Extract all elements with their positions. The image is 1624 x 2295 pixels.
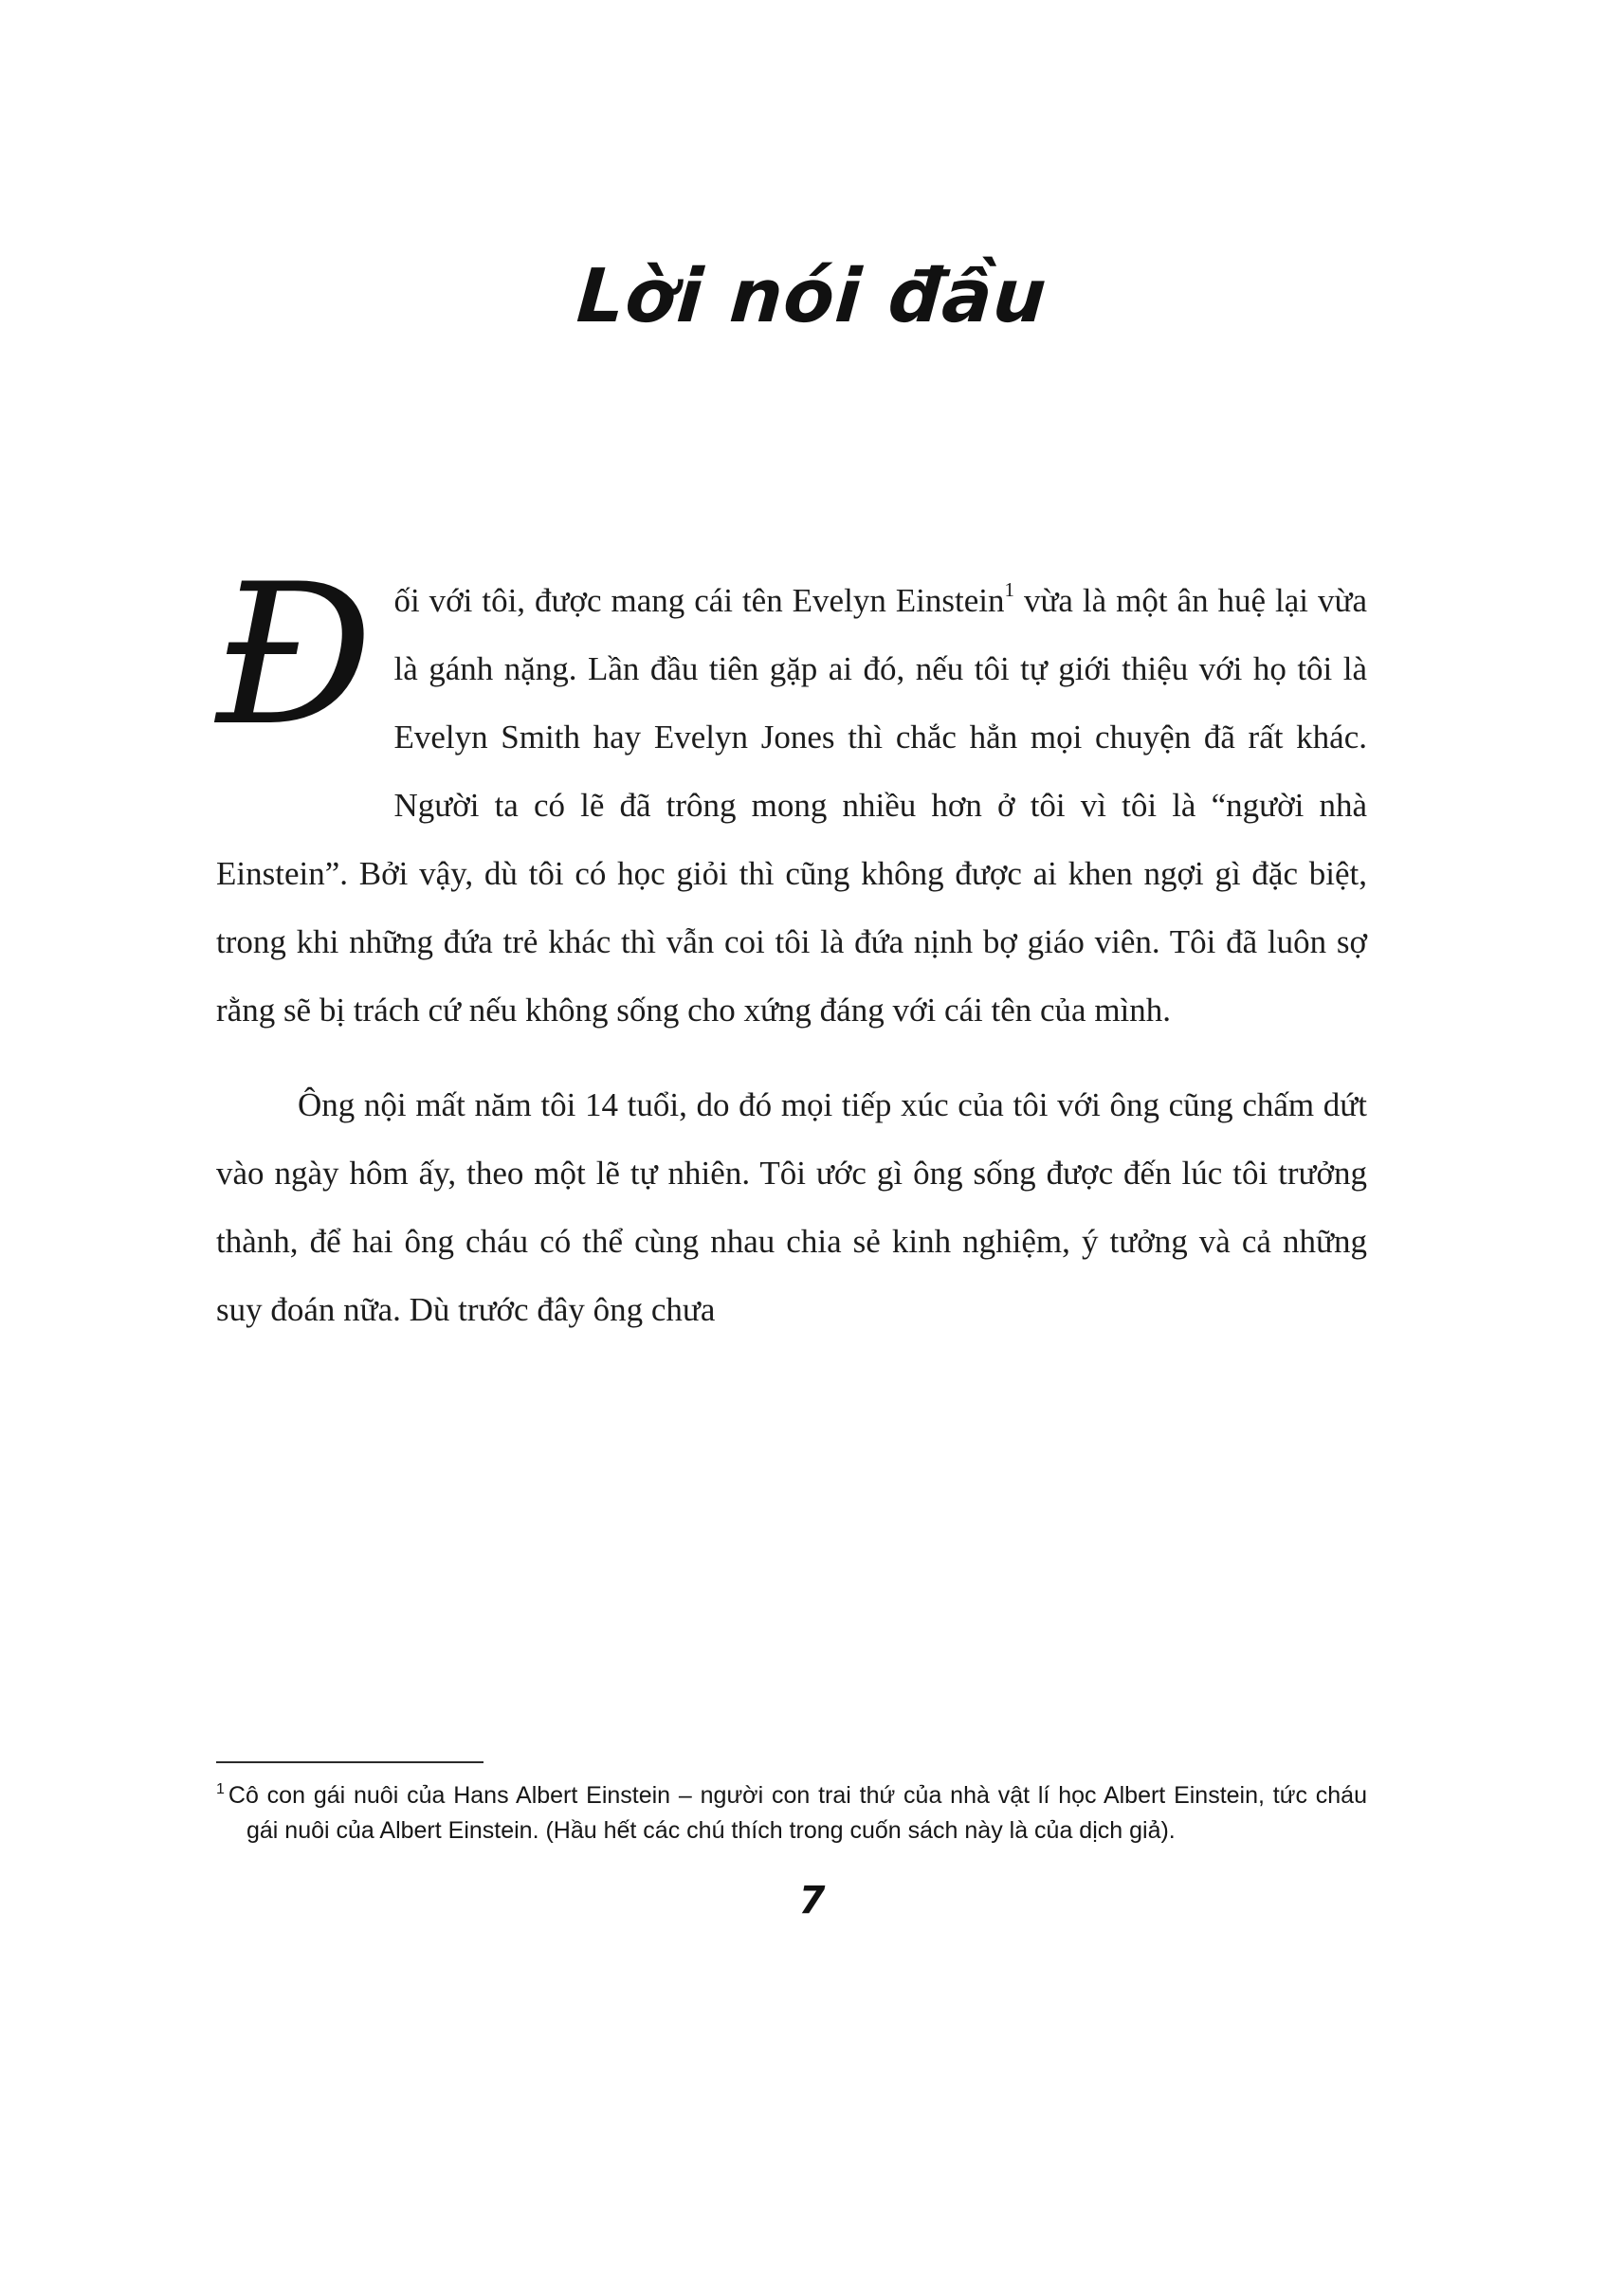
page-number: 7 xyxy=(798,1879,826,1922)
footnote xyxy=(216,1778,1367,1849)
drop-cap: Đ xyxy=(216,543,374,769)
paragraph-1-text: ối với tôi, được mang cái tên Evelyn Einstein xyxy=(393,582,1005,619)
paragraph-1 xyxy=(216,543,1367,1045)
footnote-divider xyxy=(216,1761,484,1763)
footnote-text: Cô con gái nuôi của Hans Albert Einstein – người con trai thứ của nhà vật lí học Albert Einstein, tức cháu gái nuôi của Albert Einstein. (Hầu hết các chú thích trong cuốn sách này là của dịch giả). xyxy=(228,1782,1367,1844)
page-title: Lời nói đầu xyxy=(574,254,1050,339)
footnote-block xyxy=(216,1761,1367,1849)
footnote-ref: 1 xyxy=(1004,578,1014,601)
body-text xyxy=(216,543,1367,1344)
paragraph-2: Ông nội mất năm tôi 14 tuổi, do đó mọi tiếp xúc của tôi với ông cũng chấm dứt vào ngày hôm ấy, theo một lẽ tự nhiên. Tôi ước gì ông sống được đến lúc tôi trưởng thành, để hai ông cháu có thể cùng nhau chia sẻ kinh nghiệm, ý tưởng và cả những suy đoán nữa. Dù trước đây ông chưa xyxy=(216,1086,1367,1328)
paragraph-1-text-continued: vừa là một ân huệ lại vừa là gánh nặng. Lần đầu tiên gặp ai đó, nếu tôi tự giới thiệu với họ tôi là Evelyn Smith hay Evelyn Jones thì chắc hẳn mọi chuyện đã rất khác. Người ta có lẽ đã trông mong nhiều hơn ở tôi vì tôi là “người nhà Einstein”. Bởi vậy, dù tôi có học giỏi thì cũng không được ai khen ngợi gì đặc biệt, trong khi những đứa trẻ khác thì vẫn coi tôi là đứa nịnh bợ giáo viên. Tôi đã luôn sợ rằng sẽ bị trách cứ nếu không sống cho xứng đáng với cái tên của mình. xyxy=(216,582,1367,1029)
footnote-marker: 1 xyxy=(216,1781,225,1797)
